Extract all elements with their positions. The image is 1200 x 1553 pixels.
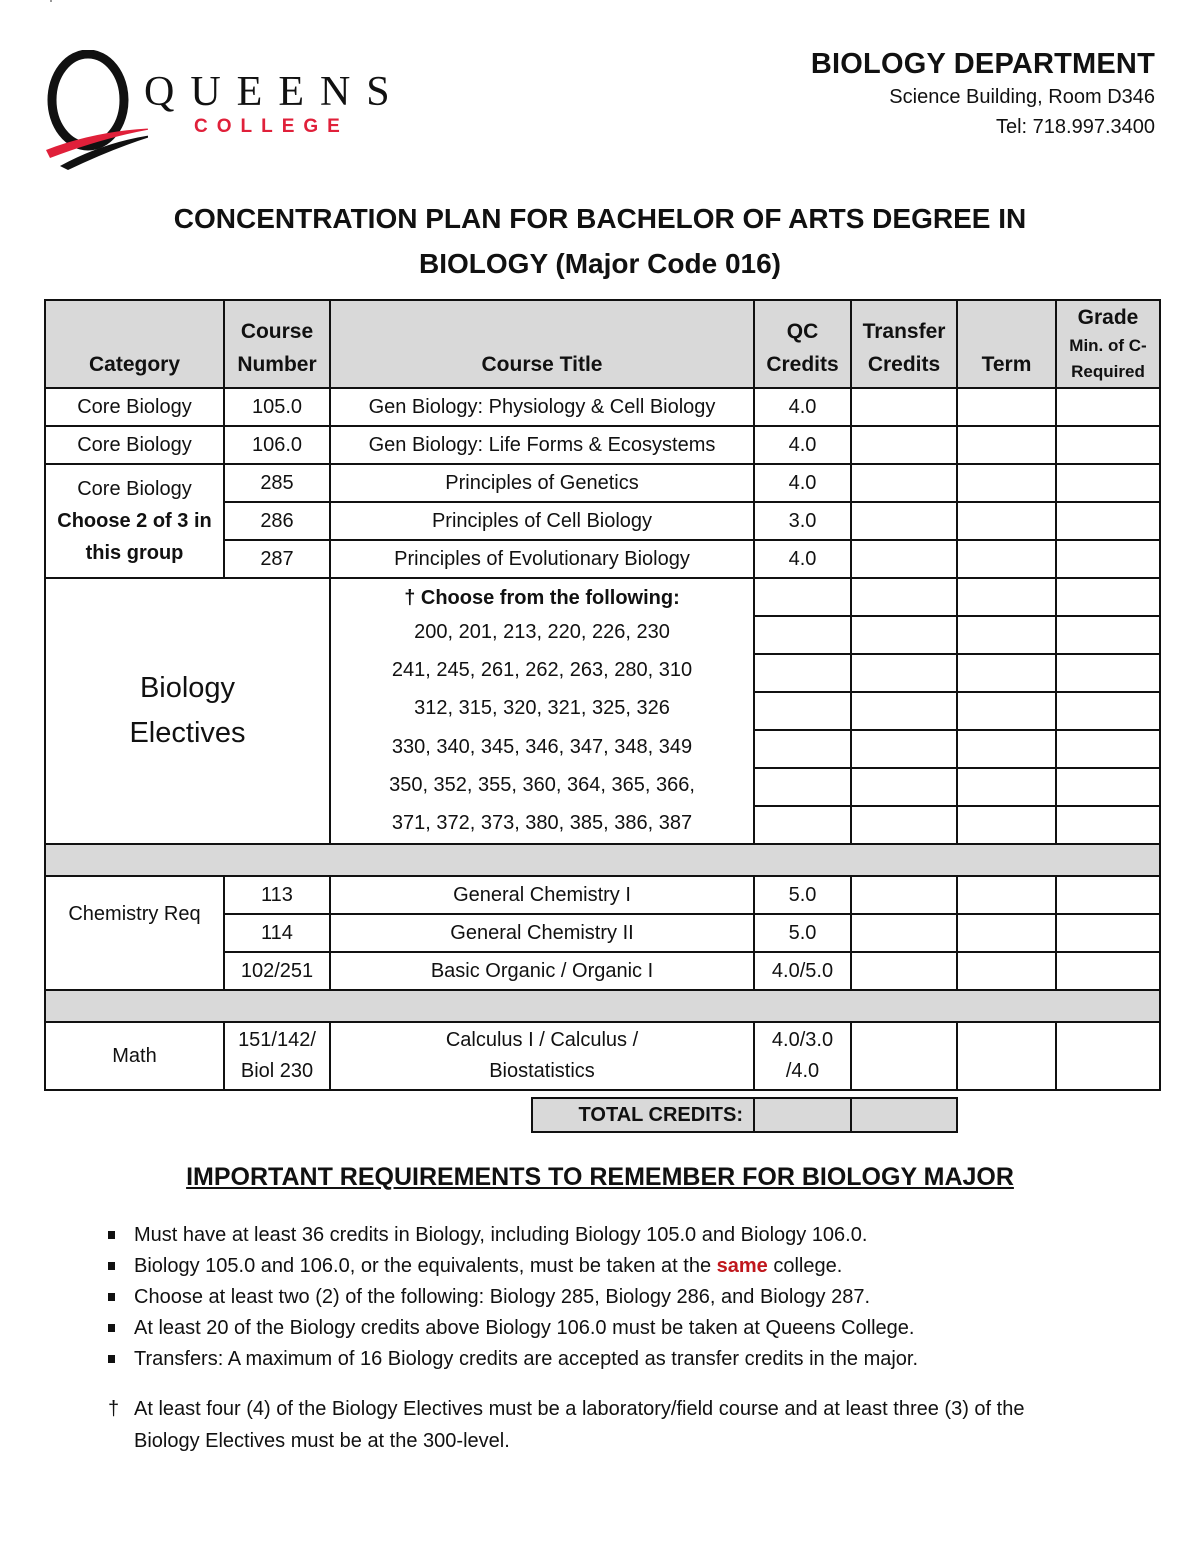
electives-footnote: † At least four (4) of the Biology Electives must be a laboratory/field course and at least three (3) of the Biology Electives must be at the 300-level. [108, 1393, 1068, 1457]
cell-course-number: 151/142/ Biol 230 [224, 1022, 330, 1090]
grade-input[interactable] [1056, 876, 1160, 914]
table-row-math [45, 1022, 1160, 1090]
scan-speck [50, 0, 52, 2]
cell-course-title: General Chemistry II [330, 914, 754, 952]
cell-course-title: Principles of Genetics [330, 464, 754, 502]
electives-line: 312, 315, 320, 321, 325, 326 [414, 697, 670, 720]
qc-credits-input[interactable] [754, 806, 851, 844]
grade-input[interactable] [1056, 654, 1160, 692]
term-input[interactable] [957, 876, 1056, 914]
cell-course-title: Gen Biology: Life Forms & Ecosystems [330, 426, 754, 464]
term-input[interactable] [957, 806, 1056, 844]
header-category: Category [45, 300, 224, 388]
transfer-credits-input[interactable] [851, 914, 957, 952]
table-row-chem-113 [45, 876, 1160, 914]
department-info [811, 46, 1155, 142]
table-row-core-105 [45, 388, 1160, 426]
term-input[interactable] [957, 654, 1056, 692]
requirement-item: Transfers: A maximum of 16 Biology credits are accepted as transfer credits in the major. [108, 1344, 918, 1375]
total-transfer-credits-input[interactable] [851, 1098, 957, 1132]
square-bullet-icon [108, 1262, 115, 1270]
grade-input[interactable] [1056, 806, 1160, 844]
cell-course-number: 106.0 [224, 426, 330, 464]
electives-line: 371, 372, 373, 380, 385, 386, 387 [391, 812, 693, 835]
department-location: Science Building, Room D346 [889, 86, 1155, 108]
square-bullet-icon [108, 1355, 115, 1363]
electives-line: 330, 340, 345, 346, 347, 348, 349 [391, 735, 693, 758]
cell-category-chemistry: Chemistry Req [45, 876, 224, 990]
cell-category: Core Biology [45, 388, 224, 426]
square-bullet-icon [108, 1231, 115, 1239]
table-row-core-106 [45, 426, 1160, 464]
electives-heading: † Choose from the following: [404, 586, 680, 609]
dagger-icon: † [108, 1398, 120, 1420]
term-input[interactable] [957, 1022, 1056, 1090]
cell-qc-credits: 4.0/5.0 [754, 952, 851, 990]
electives-line: 241, 245, 261, 262, 263, 280, 310 [391, 658, 693, 681]
transfer-credits-input[interactable] [851, 768, 957, 806]
qc-credits-input[interactable] [754, 616, 851, 654]
grade-input[interactable] [1056, 540, 1160, 578]
table-divider-row [45, 844, 1160, 876]
grade-input[interactable] [1056, 692, 1160, 730]
requirement-item: Must have at least 36 credits in Biology, including Biology 105.0 and Biology 106.0. [108, 1220, 918, 1251]
header-transfer-credits: Transfer Credits [851, 300, 957, 388]
requirement-item: Biology 105.0 and 106.0, or the equivalents, must be taken at the same college. [108, 1251, 918, 1282]
transfer-credits-input[interactable] [851, 654, 957, 692]
transfer-credits-input[interactable] [851, 616, 957, 654]
term-input[interactable] [957, 578, 1056, 616]
transfer-credits-input[interactable] [851, 692, 957, 730]
cell-category-choose-group: Core Biology Choose 2 of 3 in this group [45, 464, 224, 578]
page-title-line-1: CONCENTRATION PLAN FOR BACHELOR OF ARTS DEGREE IN [173, 203, 1027, 234]
cell-course-title: Calculus I / Calculus / Biostatistics [330, 1022, 754, 1090]
grade-input[interactable] [1056, 426, 1160, 464]
qc-credits-input[interactable] [754, 578, 851, 616]
cell-qc-credits: 4.0 [754, 540, 851, 578]
grade-input[interactable] [1056, 616, 1160, 654]
transfer-credits-input[interactable] [851, 876, 957, 914]
cell-qc-credits: 4.0 [754, 388, 851, 426]
cell-qc-credits: 5.0 [754, 914, 851, 952]
logo-wordmark: QUEENS [144, 69, 406, 115]
requirements-list [108, 1220, 918, 1375]
grade-input[interactable] [1056, 502, 1160, 540]
electives-course-list [330, 578, 754, 844]
transfer-credits-input[interactable] [851, 1022, 957, 1090]
cell-qc-credits: 4.0 [754, 426, 851, 464]
department-name: BIOLOGY DEPARTMENT [810, 48, 1155, 80]
cell-course-number: 285 [224, 464, 330, 502]
total-credits-row [531, 1097, 958, 1133]
term-input[interactable] [957, 692, 1056, 730]
requirements-heading: IMPORTANT REQUIREMENTS TO REMEMBER FOR BIOLOGY MAJOR [186, 1163, 1014, 1191]
cell-category-math: Math [45, 1022, 224, 1090]
requirement-item: Choose at least two (2) of the following: Biology 285, Biology 286, and Biology 287. [108, 1282, 918, 1313]
queens-college-logo [38, 50, 406, 175]
cell-course-number: 102/251 [224, 952, 330, 990]
logo-college-text: COLLEGE [194, 116, 349, 137]
grade-input[interactable] [1056, 578, 1160, 616]
cell-category-electives: Biology Electives [45, 578, 330, 844]
term-input[interactable] [957, 426, 1056, 464]
cell-qc-credits: 4.0/3.0 /4.0 [754, 1022, 851, 1090]
term-input[interactable] [957, 502, 1056, 540]
cell-category: Core Biology [45, 426, 224, 464]
square-bullet-icon [108, 1293, 115, 1301]
q-swoosh-icon [38, 50, 148, 170]
transfer-credits-input[interactable] [851, 540, 957, 578]
term-input[interactable] [957, 388, 1056, 426]
table-header-row [45, 300, 1160, 388]
term-input[interactable] [957, 464, 1056, 502]
grade-input[interactable] [1056, 768, 1160, 806]
divider-cell [45, 844, 1160, 876]
term-input[interactable] [957, 540, 1056, 578]
cell-qc-credits: 3.0 [754, 502, 851, 540]
cell-course-number: 286 [224, 502, 330, 540]
term-input[interactable] [957, 616, 1056, 654]
cell-course-title: Principles of Cell Biology [330, 502, 754, 540]
transfer-credits-input[interactable] [851, 502, 957, 540]
square-bullet-icon [108, 1324, 115, 1332]
cell-qc-credits: 4.0 [754, 464, 851, 502]
grade-input[interactable] [1056, 730, 1160, 768]
grade-input[interactable] [1056, 388, 1160, 426]
concentration-plan-table [44, 299, 1161, 1091]
transfer-credits-input[interactable] [851, 730, 957, 768]
cell-course-title: Principles of Evolutionary Biology [330, 540, 754, 578]
total-qc-credits-input[interactable] [754, 1098, 851, 1132]
transfer-credits-input[interactable] [851, 952, 957, 990]
term-input[interactable] [957, 768, 1056, 806]
grade-input[interactable] [1056, 464, 1160, 502]
electives-line: 350, 352, 355, 360, 364, 365, 366, [389, 773, 695, 796]
header-course-title: Course Title [330, 300, 754, 388]
cell-qc-credits: 5.0 [754, 876, 851, 914]
header-grade: Grade Min. of C- Required [1056, 300, 1160, 388]
department-phone: Tel: 718.997.3400 [995, 116, 1155, 138]
qc-credits-input[interactable] [754, 768, 851, 806]
cell-course-number: 114 [224, 914, 330, 952]
table-row-elective-1 [45, 578, 1160, 616]
requirement-item: At least 20 of the Biology credits above Biology 106.0 must be taken at Queens College. [108, 1313, 918, 1344]
cell-course-number: 105.0 [224, 388, 330, 426]
term-input[interactable] [957, 914, 1056, 952]
grade-input[interactable] [1056, 914, 1160, 952]
transfer-credits-input[interactable] [851, 578, 957, 616]
table-divider-row [45, 990, 1160, 1022]
transfer-credits-input[interactable] [851, 806, 957, 844]
transfer-credits-input[interactable] [851, 464, 957, 502]
cell-course-title: Basic Organic / Organic I [330, 952, 754, 990]
cell-course-title: Gen Biology: Physiology & Cell Biology [330, 388, 754, 426]
table-row-core-285 [45, 464, 1160, 502]
divider-cell [45, 990, 1160, 1022]
transfer-credits-input[interactable] [851, 426, 957, 464]
term-input[interactable] [957, 730, 1056, 768]
cell-course-number: 287 [224, 540, 330, 578]
grade-input[interactable] [1056, 952, 1160, 990]
transfer-credits-input[interactable] [851, 388, 957, 426]
header-qc-credits: QC Credits [754, 300, 851, 388]
page-title-line-2: BIOLOGY (Major Code 016) [419, 248, 781, 279]
header-course-number: Course Number [224, 300, 330, 388]
qc-credits-input[interactable] [754, 692, 851, 730]
same-college-highlight: same [716, 1255, 768, 1277]
header-term: Term [957, 300, 1056, 388]
total-credits-label: TOTAL CREDITS: [532, 1098, 754, 1132]
grade-input[interactable] [1056, 1022, 1160, 1090]
qc-credits-input[interactable] [754, 654, 851, 692]
page-title [0, 196, 1200, 286]
term-input[interactable] [957, 952, 1056, 990]
qc-credits-input[interactable] [754, 730, 851, 768]
cell-course-title: General Chemistry I [330, 876, 754, 914]
cell-course-number: 113 [224, 876, 330, 914]
electives-line: 200, 201, 213, 220, 226, 230 [414, 620, 670, 643]
